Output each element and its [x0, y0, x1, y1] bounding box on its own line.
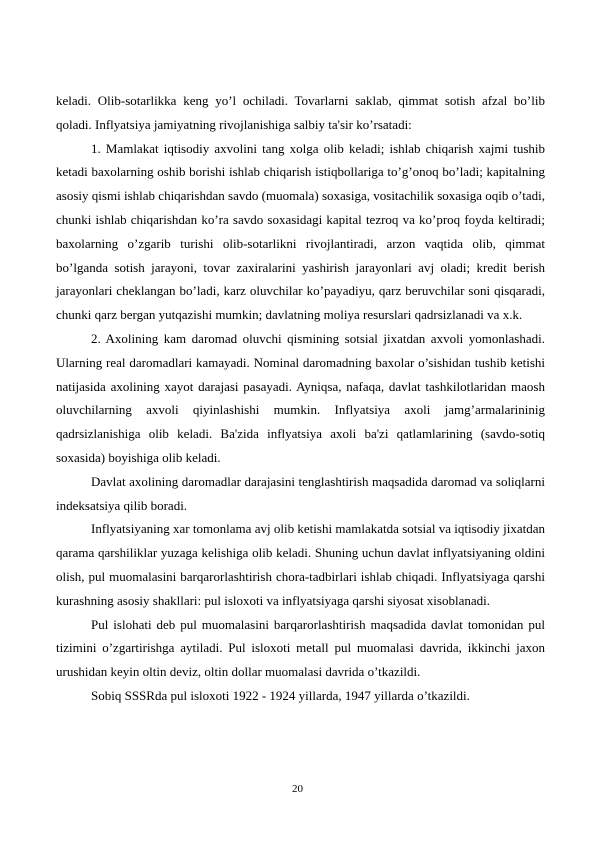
- paragraph-point-1: 1. Mamlakat iqtisodiy axvolini tang xolga olib keladi; ishlab chiqarish xajmi tushib ketadi baxolarning oshib borishi ishlab chiqarish istiqbollariga to’g’onoq bo’ladi; kapitalning asosiy qismi ishlab chiqarishdan savdo (muomala) soxasiga, vositachilik soxasiga oqib o’tadi, chunki ishlab chiqarishdan ko’ra savdo soxasidagi kapital tezroq va ko’proq foyda keltiradi; baxolarning o’zgarib turishi olib-sotarlikni rivojlantiradi, arzon vaqtida olib, qimmat bo’lganda sotish jarayoni, tovar zaxiralarini yashirish jarayonlari avj oladi; kredit berish jarayonlari cheklangan bo’ladi, karz oluvchilar ko’payadiyu, qarz beruvchilar soni qisqaradi, chunki qarz bergan yutqazishi mumkin; davlatning moliya resurslari qadrsizlanadi va x.k.: [56, 140, 545, 323]
- paragraph-anti-inflation: Inflyatsiyaning xar tomonlama avj olib ketishi mamlakatda sotsial va iqtisodiy jixatdan qarama qarshiliklar yuzaga kelishiga olib keladi. Shuning uchun davlat inflyatsiyaning oldini olish, pul muomalasini barqarorlashtirish chora-tadbirlari ishlab chiqadi. Inflyatsiyaga qarshi kurashning asosiy shakllari: pul isloxoti va inflyatsiyaga qarshi siyosat xisoblanadi.: [56, 521, 545, 608]
- paragraph-point-2: 2. Axolining kam daromad oluvchi qismining sotsial jixatdan axvoli yomonlashadi. Ularning real daromadlari kamayadi. Nominal daromadning baxolar o’sishidan tushib ketishi natijasida axolining xayot darajasi pasayadi. Ayniqsa, nafaqa, davlat tashkilotlaridan maosh oluvchilarning axvoli qiyinlashishi mumkin. Inflyatsiya axoli jamg’armalarininig qadrsizlanishiga olib keladi. Ba'zida inflyatsiya axoli ba'zi qatlamlarining (savdo-sotiq soxasida) boyishiga olib keladi.: [56, 330, 545, 465]
- paragraph-indexation: Davlat axolining daromadlar darajasini tenglashtirish maqsadida daromad va soliqlarni indeksatsiya qilib boradi.: [56, 473, 545, 513]
- paragraph-money-reform: Pul islohati deb pul muomalasini barqarorlashtirish maqsadida davlat tomonidan pul tizimini o’zgartirishga aytiladi. Pul isloxoti metall pul muomalasi davrida, ikkinchi jaxon urushidan keyin oltin deviz, oltin dollar muomalasi davrida o’tkazildi.: [56, 616, 545, 680]
- page-body: [56, 89, 545, 708]
- paragraph-ussr-reform: Sobiq SSSRda pul isloxoti 1922 - 1924 yillarda, 1947 yillarda o’tkazildi.: [91, 687, 470, 703]
- paragraph-continuation: keladi. Olib-sotarlikka keng yo’l ochiladi. Tovarlarni saklab, qimmat sotish afzal bo’lib qoladi. Inflyatsiya jamiyatning rivojlanishiga salbiy ta'sir ko’rsatadi:: [56, 93, 545, 132]
- page-number: 20: [292, 783, 303, 795]
